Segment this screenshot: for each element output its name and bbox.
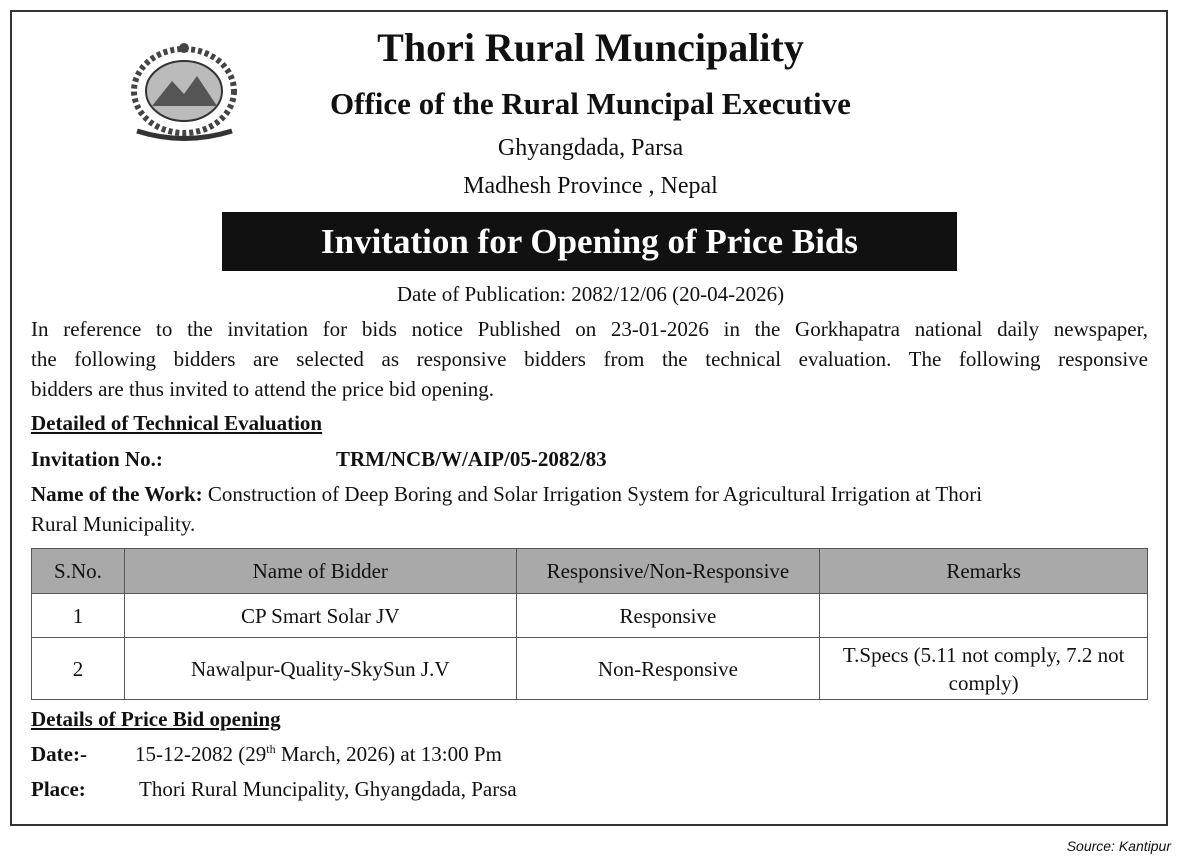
table-row xyxy=(32,638,1148,700)
intro-paragraph xyxy=(31,314,1148,404)
date-value-main: 15-12-2082 (29 xyxy=(135,742,267,766)
intro-line: the following bidders are selected as responsive bidders from the technical evaluation. The following responsive xyxy=(31,347,1148,371)
notice-banner: Invitation for Opening of Price Bids xyxy=(222,212,957,271)
date-ordinal: th xyxy=(266,742,276,756)
work-name xyxy=(31,482,982,507)
header-sno: S.No. xyxy=(32,549,125,594)
cell-bidder: CP Smart Solar JV xyxy=(124,594,516,638)
municipality-title: Thori Rural Muncipality xyxy=(377,25,804,70)
work-name-value: Construction of Deep Boring and Solar Irrigation System for Agricultural Irrigation at Thori xyxy=(202,482,983,506)
cell-remarks: T.Specs (5.11 not comply, 7.2 not comply) xyxy=(820,638,1148,700)
invitation-no-label: Invitation No.: xyxy=(31,447,163,471)
price-bid-heading: Details of Price Bid opening xyxy=(31,707,281,731)
header-remarks: Remarks xyxy=(820,549,1148,594)
cell-responsive: Responsive xyxy=(516,594,820,638)
cell-remarks xyxy=(820,594,1148,638)
work-name-label: Name of the Work: xyxy=(31,482,203,506)
bidders-table xyxy=(31,548,1148,700)
invitation-no-value: TRM/NCB/W/AIP/05-2082/83 xyxy=(336,447,607,471)
intro-line: bidders are thus invited to attend the price bid opening. xyxy=(31,377,495,401)
table-header-row xyxy=(32,549,1148,594)
cell-bidder: Nawalpur-Quality-SkySun J.V xyxy=(124,638,516,700)
cell-responsive: Non-Responsive xyxy=(516,638,820,700)
date-label: Date:- xyxy=(31,742,87,766)
source-credit: Source: Kantipur xyxy=(1066,838,1171,854)
place-value: Thori Rural Muncipality, Ghyangdada, Parsa xyxy=(139,777,517,801)
office-title: Office of the Rural Muncipal Executive xyxy=(330,86,851,121)
date-value-rest: March, 2026) at 13:00 Pm xyxy=(275,742,502,766)
address-line-1: Ghyangdada, Parsa xyxy=(497,135,684,161)
place-label: Place: xyxy=(31,777,86,801)
header-bidder: Name of Bidder xyxy=(124,549,516,594)
publication-date: Date of Publication: 2082/12/06 (20-04-2026) xyxy=(396,282,785,306)
work-name-continued: Rural Municipality. xyxy=(31,512,196,536)
cell-sno: 1 xyxy=(32,594,125,638)
technical-evaluation-heading: Detailed of Technical Evaluation xyxy=(31,411,323,435)
table-row xyxy=(32,594,1148,638)
header-responsive: Responsive/Non-Responsive xyxy=(516,549,820,594)
date-value xyxy=(135,742,502,767)
address-line-2: Madhesh Province , Nepal xyxy=(463,173,718,199)
intro-line: In reference to the invitation for bids notice Published on 23-01-2026 in the Gorkhapatra national daily newspaper, xyxy=(31,317,1148,341)
cell-sno: 2 xyxy=(32,638,125,700)
